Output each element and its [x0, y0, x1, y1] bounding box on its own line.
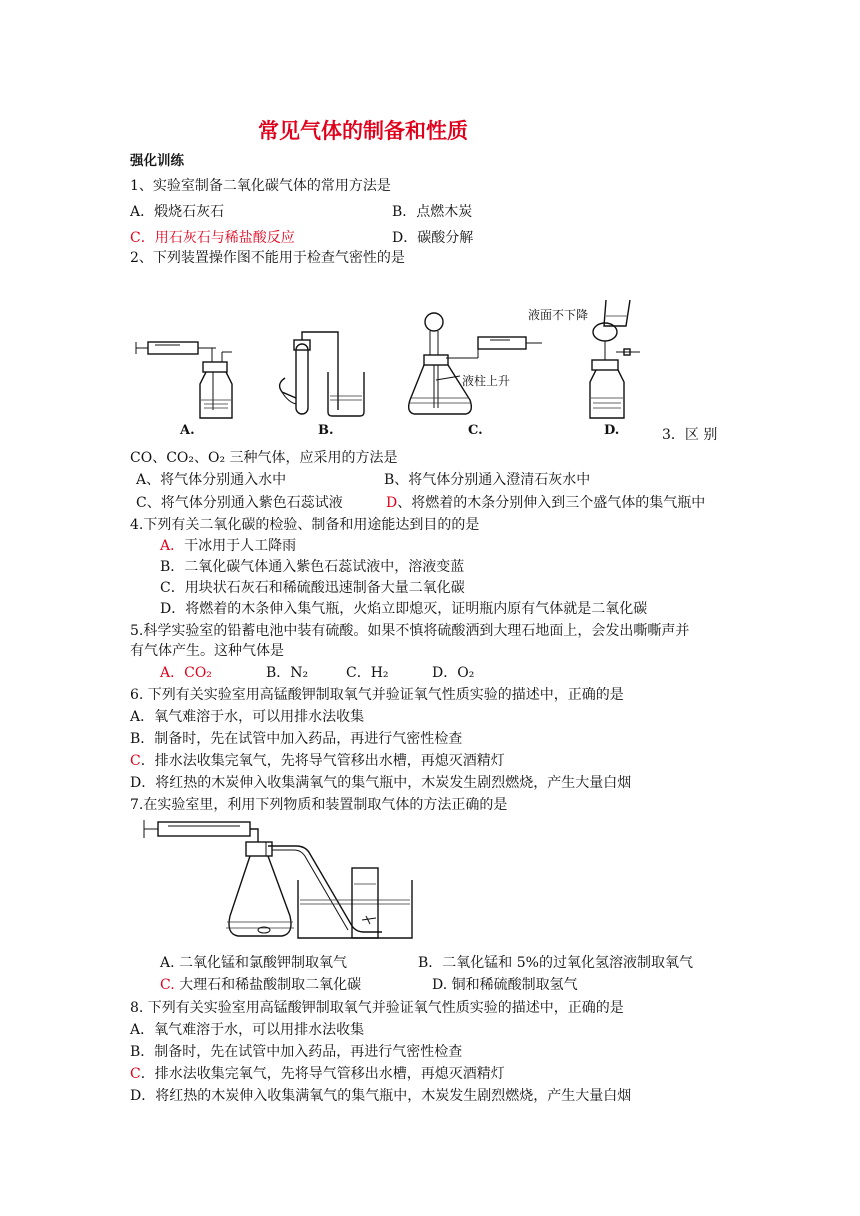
q3-stem: CO、CO₂、O₂ 三种气体，应采用的方法是	[130, 450, 398, 466]
q1-option-a: A．煅烧石灰石	[130, 204, 225, 220]
q3-option-d-letter: D	[386, 495, 398, 511]
q7-option-a: A. 二氧化锰和氯酸钾制取氧气	[160, 955, 348, 971]
q6-option-b: B．制备时，先在试管中加入药品，再进行气密性检查	[130, 731, 463, 747]
q8-stem: 8. 下列有关实验室用高锰酸钾制取氧气并验证氧气性质实验的描述中，正确的是	[130, 1000, 624, 1016]
q1-option-b: B．点燃木炭	[392, 204, 473, 220]
q7-option-c	[160, 976, 361, 994]
fig-label-d: D.	[604, 423, 620, 438]
q6-option-c-text: ．排水法收集完氧气，先将导气管移出水槽，再熄灭酒精灯	[140, 753, 505, 769]
q6-stem: 6. 下列有关实验室用高锰酸钾制取氧气并验证氧气性质实验的描述中，正确的是	[130, 687, 624, 703]
q7-syringe	[144, 820, 258, 842]
q5-option-b: B．N₂	[266, 665, 309, 681]
q6-option-a: A．氧气难溶于水，可以用排水法收集	[130, 709, 365, 725]
q3-option-d-text: 、将燃着的木条分别伸入到三个盛气体的集气瓶中	[397, 495, 706, 511]
q8-option-c-letter: C	[130, 1066, 141, 1082]
q7-stem: 7.在实验室里，利用下列物质和装置制取气体的方法正确的是	[130, 797, 508, 813]
q3-option-c: C、将气体分别通入紫色石蕊试液	[136, 495, 343, 511]
q2-stem: 2、下列装置操作图不能用于检查气密性的是	[130, 250, 405, 266]
q1-stem: 1、实验室制备二氧化碳气体的常用方法是	[130, 178, 391, 194]
q7-flask	[226, 842, 294, 936]
q7-option-c-letter: C.	[160, 977, 175, 993]
q7-option-c-text: 大理石和稀盐酸制取二氧化碳	[174, 977, 362, 993]
q3-option-b: B、将气体分别通入澄清石灰水中	[384, 472, 591, 488]
q3-option-a: A、将气体分别通入水中	[136, 472, 287, 488]
q7-option-d: D. 铜和稀硫酸制取氢气	[432, 977, 578, 993]
q1-option-c: C．用石灰石与稀盐酸反应	[130, 230, 295, 246]
q5-option-d: D．O₂	[432, 665, 475, 681]
page-title: 常见气体的制备和性质	[258, 119, 468, 143]
section-heading: 强化训练	[130, 153, 184, 169]
q4-option-a-letter: A．	[160, 538, 185, 554]
q5-option-c: C．H₂	[346, 665, 389, 681]
q6-option-d: D．将红热的木炭伸入收集满氧气的集气瓶中，木炭发生剧烈燃烧，产生大量白烟	[130, 775, 632, 791]
q8-option-c	[130, 1065, 505, 1083]
q4-option-b: B．二氧化碳气体通入紫色石蕊试液中，溶液变蓝	[160, 559, 465, 575]
q4-stem: 4.下列有关二氧化碳的检验、制备和用途能达到目的的是	[130, 517, 480, 533]
fig-c-annotation: 液柱上升	[462, 374, 511, 388]
fig-d-annotation: 液面不下降	[528, 308, 589, 322]
q4-option-a-text: 干冰用于人工降雨	[184, 538, 297, 554]
fig-label-b: B.	[318, 423, 334, 438]
fig-label-c: C.	[468, 423, 483, 438]
q8-option-c-text: ．排水法收集完氧气，先将导气管移出水槽，再熄灭酒精灯	[140, 1066, 505, 1082]
q1-option-d: D．碳酸分解	[392, 230, 474, 246]
q4-option-d: D．将燃着的木条伸入集气瓶，火焰立即熄灭，证明瓶内原有气体就是二氧化碳	[160, 601, 648, 617]
q7-trough	[298, 868, 412, 938]
q3-number: 3．区 别	[662, 427, 718, 443]
q5-option-a: A．CO₂	[160, 665, 212, 681]
q7-option-b: B．二氧化锰和 5%的过氧化氢溶液制取氧气	[418, 955, 693, 971]
fig-label-a: A.	[180, 423, 195, 438]
q5-stem-line2: 有气体产生。这种气体是	[130, 643, 284, 659]
q8-option-d: D．将红热的木炭伸入收集满氧气的集气瓶中，木炭发生剧烈燃烧，产生大量白烟	[130, 1088, 632, 1104]
q5-stem-line1: 5.科学实验室的铅蓄电池中装有硫酸。如果不慎将硫酸洒到大理石地面上，会发出嘶嘶声并	[130, 623, 690, 639]
q8-option-b: B．制备时，先在试管中加入药品，再进行气密性检查	[130, 1044, 463, 1060]
q8-option-a: A．氧气难溶于水，可以用排水法收集	[130, 1022, 365, 1038]
q6-option-c-letter: C	[130, 753, 141, 769]
q4-option-c: C．用块状石灰石和稀硫酸迅速制备大量二氧化碳	[160, 580, 465, 596]
